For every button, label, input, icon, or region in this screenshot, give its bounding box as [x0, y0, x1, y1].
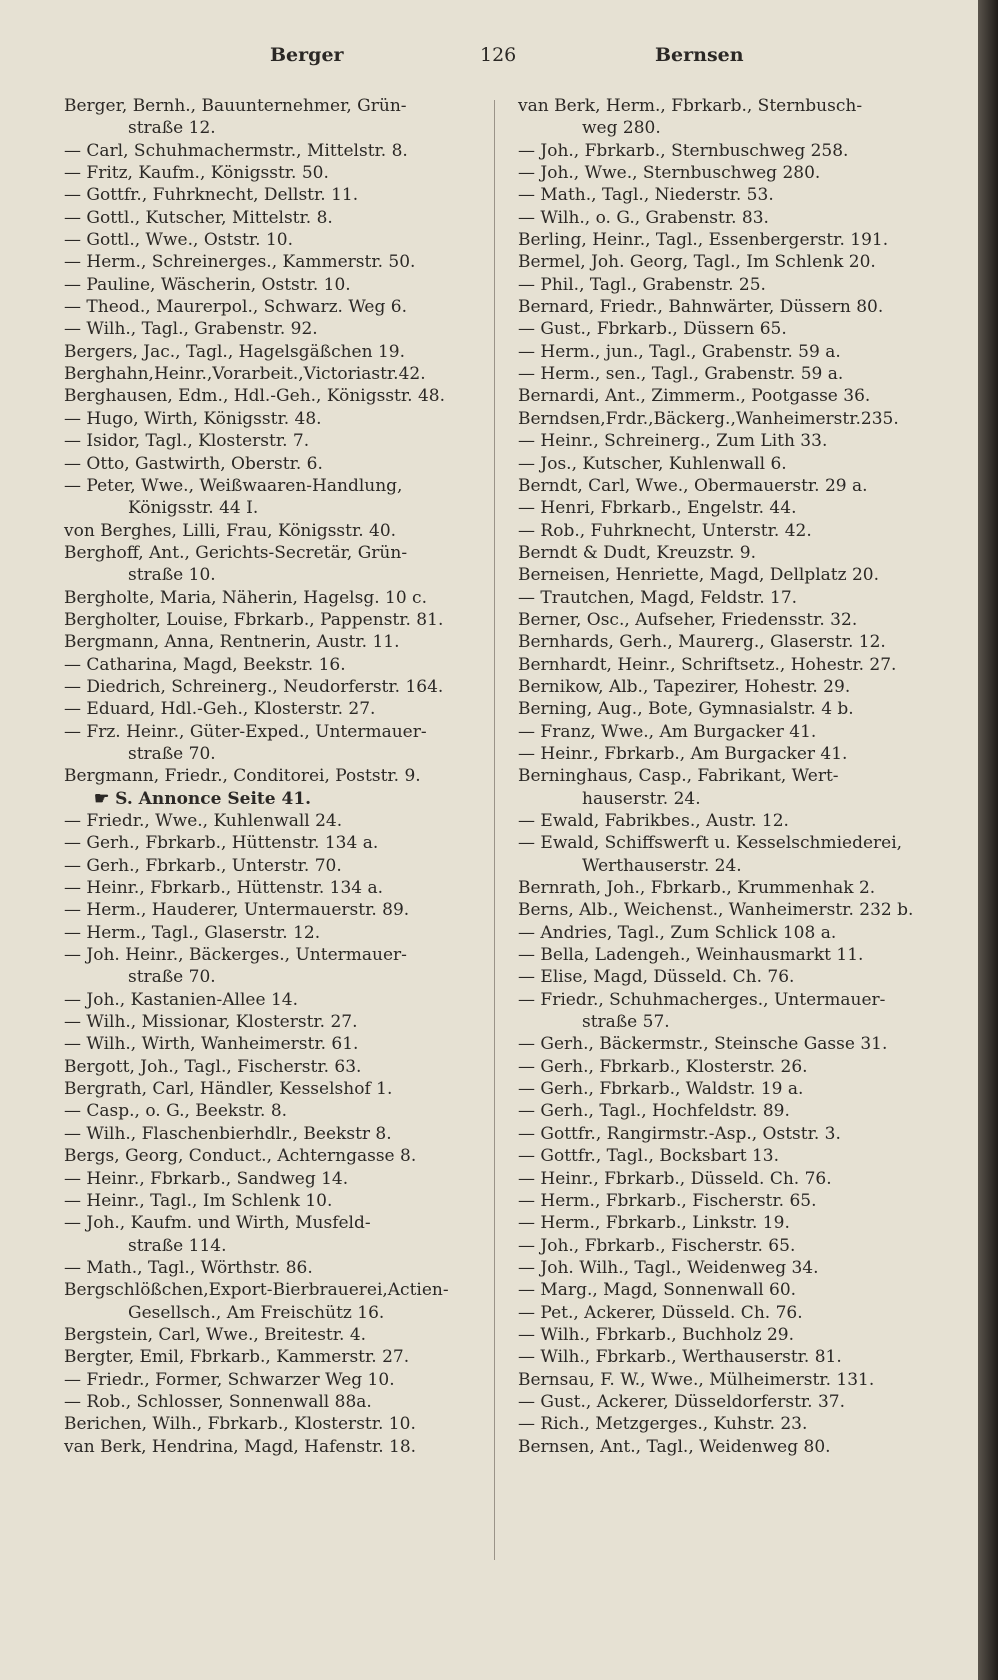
- left-column: [64, 95, 484, 1458]
- directory-entry: Bergholte, Maria, Näherin, Hagelsg. 10 c.: [64, 587, 427, 608]
- directory-entry: Berling, Heinr., Tagl., Essenbergerstr. 191.: [518, 230, 889, 251]
- entry-continuation: straße 10.: [128, 565, 216, 586]
- directory-entry: Berger, Bernh., Bauunternehmer, Grün-: [64, 96, 407, 116]
- directory-entry: — Frz. Heinr., Güter-Exped., Untermauer-: [64, 721, 427, 742]
- directory-entry: — Bella, Ladengeh., Weinhausmarkt 11.: [518, 945, 864, 966]
- entry-continuation: straße 70.: [128, 743, 216, 764]
- directory-entry: von Berghes, Lilli, Frau, Königsstr. 40.: [64, 520, 397, 541]
- page-number: 126: [480, 44, 517, 66]
- directory-entry: Bergmann, Anna, Rentnerin, Austr. 11.: [64, 632, 400, 653]
- directory-entry: — Casp., o. G., Beekstr. 8.: [64, 1101, 288, 1122]
- directory-entry: — Gerh., Bäckermstr., Steinsche Gasse 31.: [518, 1034, 888, 1055]
- directory-entry: Berichen, Wilh., Fbrkarb., Klosterstr. 10.: [64, 1414, 416, 1435]
- directory-entry: — Math., Tagl., Niederstr. 53.: [518, 185, 774, 206]
- directory-entry: Bergott, Joh., Tagl., Fischerstr. 63.: [64, 1056, 362, 1077]
- directory-entry: — Heinr., Fbrkarb., Sandweg 14.: [64, 1168, 349, 1189]
- directory-entry: — Gust., Fbrkarb., Düssern 65.: [518, 319, 787, 340]
- directory-entry: — Friedr., Schuhmacherges., Untermauer-: [518, 989, 886, 1010]
- column-divider: [494, 100, 495, 1560]
- entry-continuation: Werthauserstr. 24.: [582, 855, 742, 876]
- entry-continuation: straße 12.: [128, 118, 216, 139]
- directory-entry: — Herm., jun., Tagl., Grabenstr. 59 a.: [518, 341, 841, 362]
- directory-entry: — Franz, Wwe., Am Burgacker 41.: [518, 721, 817, 742]
- directory-entry: — Wilh., Missionar, Klosterstr. 27.: [64, 1012, 358, 1033]
- directory-entry: — Gerh., Fbrkarb., Unterstr. 70.: [64, 855, 342, 876]
- directory-entry: — Gottfr., Rangirmstr.-Asp., Oststr. 3.: [518, 1123, 841, 1144]
- page-header: [0, 44, 978, 74]
- directory-entry: — Herm., Fbrkarb., Linkstr. 19.: [518, 1213, 790, 1234]
- directory-entry: Bergrath, Carl, Händler, Kesselshof 1.: [64, 1079, 393, 1100]
- directory-entry: — Friedr., Former, Schwarzer Weg 10.: [64, 1369, 395, 1390]
- directory-entry: — Heinr., Fbrkarb., Hüttenstr. 134 a.: [64, 878, 384, 899]
- directory-entry: — Joh., Kaufm. und Wirth, Musfeld-: [64, 1213, 371, 1234]
- directory-entry: — Wilh., Wirth, Wanheimerstr. 61.: [64, 1034, 359, 1055]
- directory-entry: — Henri, Fbrkarb., Engelstr. 44.: [518, 498, 797, 519]
- directory-entry: — Wilh., Fbrkarb., Werthauserstr. 81.: [518, 1347, 842, 1368]
- directory-entry: Bergers, Jac., Tagl., Hagelsgäßchen 19.: [64, 341, 406, 362]
- directory-entry: van Berk, Herm., Fbrkarb., Sternbusch-: [518, 96, 863, 116]
- directory-entry: — Otto, Gastwirth, Oberstr. 6.: [64, 453, 323, 474]
- directory-entry: Bernardi, Ant., Zimmerm., Pootgasse 36.: [518, 386, 871, 407]
- directory-entry: — Gottfr., Tagl., Bocksbart 13.: [518, 1146, 780, 1167]
- directory-entry: — Joh., Kastanien-Allee 14.: [64, 989, 298, 1010]
- directory-entry: Berndt & Dudt, Kreuzstr. 9.: [518, 542, 757, 563]
- directory-entry: — Gottl., Wwe., Oststr. 10.: [64, 230, 293, 251]
- directory-entry: — Heinr., Schreinerg., Zum Lith 33.: [518, 431, 828, 452]
- directory-entry: Bernhards, Gerh., Maurerg., Glaserstr. 12.: [518, 632, 886, 653]
- directory-entry: — Friedr., Wwe., Kuhlenwall 24.: [64, 811, 343, 831]
- directory-entry: Berninghaus, Casp., Fabrikant, Wert-: [518, 766, 839, 787]
- directory-entry: — Gerh., Fbrkarb., Klosterstr. 26.: [518, 1056, 808, 1077]
- directory-entry: — Heinr., Fbrkarb., Am Burgacker 41.: [518, 743, 848, 764]
- directory-entry: — Jos., Kutscher, Kuhlenwall 6.: [518, 453, 787, 474]
- directory-entry: Berndsen,Frdr.,Bäckerg.,Wanheimerstr.235.: [518, 408, 899, 429]
- entry-continuation: Gesellsch., Am Freischütz 16.: [128, 1302, 385, 1323]
- directory-entry: Bergter, Emil, Fbrkarb., Kammerstr. 27.: [64, 1347, 410, 1368]
- directory-entry: Berneisen, Henriette, Magd, Dellplatz 20.: [518, 565, 880, 586]
- directory-entry: — Joh., Fbrkarb., Sternbuschweg 258.: [518, 140, 849, 161]
- header-right-keyword: Bernsen: [655, 44, 744, 66]
- right-column: [518, 95, 948, 1458]
- directory-entry: Berghoff, Ant., Gerichts-Secretär, Grün-: [64, 542, 408, 563]
- directory-entry: — Fritz, Kaufm., Königsstr. 50.: [64, 163, 329, 184]
- directory-entry: Berns, Alb., Weichenst., Wanheimerstr. 232 b.: [518, 900, 914, 921]
- directory-entry: — Pet., Ackerer, Düsseld. Ch. 76.: [518, 1302, 803, 1323]
- directory-entry: — Ewald, Schiffswerft u. Kesselschmiederei,: [518, 833, 903, 854]
- directory-entry: — Gottl., Kutscher, Mittelstr. 8.: [64, 207, 333, 228]
- directory-entry: Berndt, Carl, Wwe., Obermauerstr. 29 a.: [518, 475, 868, 496]
- directory-entry: — Diedrich, Schreinerg., Neudorferstr. 164.: [64, 676, 444, 697]
- directory-entry: Bernard, Friedr., Bahnwärter, Düssern 80.: [518, 297, 884, 318]
- directory-entry: — Rob., Fuhrknecht, Unterstr. 42.: [518, 520, 812, 541]
- directory-entry: — Joh., Fbrkarb., Fischerstr. 65.: [518, 1235, 796, 1256]
- entry-continuation: straße 57.: [582, 1012, 670, 1033]
- directory-entry: Bernikow, Alb., Tapezirer, Hohestr. 29.: [518, 676, 851, 697]
- entry-continuation: Königsstr. 44 I.: [128, 498, 259, 519]
- directory-entry: — Hugo, Wirth, Königsstr. 48.: [64, 408, 322, 429]
- directory-entry: — Phil., Tagl., Grabenstr. 25.: [518, 274, 766, 295]
- directory-entry: Bergschlößchen,Export-Bierbrauerei,Actien-: [64, 1280, 449, 1301]
- directory-entry: — Catharina, Magd, Beekstr. 16.: [64, 654, 346, 675]
- header-left-keyword: Berger: [270, 44, 344, 66]
- directory-entry: — Herm., Hauderer, Untermauerstr. 89.: [64, 900, 410, 921]
- directory-entry: — Joh., Wwe., Sternbuschweg 280.: [518, 163, 821, 184]
- directory-entry: — Gust., Ackerer, Düsseldorferstr. 37.: [518, 1391, 846, 1412]
- directory-entry: — Heinr., Tagl., Im Schlenk 10.: [64, 1190, 333, 1211]
- directory-entry: Bernrath, Joh., Fbrkarb., Krummenhak 2.: [518, 878, 876, 899]
- directory-entry: — Gottfr., Fuhrknecht, Dellstr. 11.: [64, 185, 359, 206]
- directory-entry: Bernhardt, Heinr., Schriftsetz., Hohestr. 27.: [518, 654, 897, 675]
- directory-entry: — Herm., Fbrkarb., Fischerstr. 65.: [518, 1190, 817, 1211]
- directory-entry: — Marg., Magd, Sonnenwall 60.: [518, 1280, 797, 1301]
- directory-entry: Berning, Aug., Bote, Gymnasialstr. 4 b.: [518, 699, 854, 720]
- book-edge: [978, 0, 998, 1680]
- directory-entry: — Andries, Tagl., Zum Schlick 108 a.: [518, 922, 837, 943]
- directory-entry: — Wilh., o. G., Grabenstr. 83.: [518, 207, 769, 228]
- directory-entry: Bergstein, Carl, Wwe., Breitestr. 4.: [64, 1324, 367, 1345]
- directory-entry: Bernsau, F. W., Wwe., Mülheimerstr. 131.: [518, 1369, 875, 1390]
- directory-entry: — Trautchen, Magd, Feldstr. 17.: [518, 587, 798, 608]
- entry-continuation: hauserstr. 24.: [582, 788, 701, 809]
- directory-entry: — Joh. Wilh., Tagl., Weidenweg 34.: [518, 1257, 819, 1278]
- directory-entry: — Herm., Tagl., Glaserstr. 12.: [64, 922, 321, 943]
- directory-entry: — Heinr., Fbrkarb., Düsseld. Ch. 76.: [518, 1168, 832, 1189]
- entry-continuation: straße 114.: [128, 1235, 227, 1256]
- directory-entry: Bergmann, Friedr., Conditorei, Poststr. 9.: [64, 766, 421, 787]
- entry-continuation: weg 280.: [582, 118, 661, 139]
- directory-entry: — Isidor, Tagl., Klosterstr. 7.: [64, 431, 310, 452]
- directory-entry: Berner, Osc., Aufseher, Friedensstr. 32.: [518, 609, 858, 630]
- directory-entry: Bergholter, Louise, Fbrkarb., Pappenstr. 81.: [64, 609, 444, 630]
- directory-entry: Berghahn,Heinr.,Vorarbeit.,Victoriastr.42.: [64, 364, 426, 385]
- directory-entry: — Gerh., Tagl., Hochfeldstr. 89.: [518, 1101, 790, 1122]
- directory-entry: — Pauline, Wäscherin, Oststr. 10.: [64, 274, 351, 295]
- directory-entry: — Wilh., Fbrkarb., Buchholz 29.: [518, 1324, 795, 1345]
- directory-entry: — Ewald, Fabrikbes., Austr. 12.: [518, 811, 789, 831]
- directory-entry: — Carl, Schuhmachermstr., Mittelstr. 8.: [64, 140, 408, 161]
- directory-entry: — Herm., sen., Tagl., Grabenstr. 59 a.: [518, 364, 844, 385]
- directory-entry: — Theod., Maurerpol., Schwarz. Weg 6.: [64, 297, 407, 318]
- directory-entry: Bermel, Joh. Georg, Tagl., Im Schlenk 20.: [518, 252, 876, 273]
- directory-entry: — Wilh., Flaschenbierhdlr., Beekstr 8.: [64, 1123, 392, 1144]
- directory-entry: Bernsen, Ant., Tagl., Weidenweg 80.: [518, 1436, 831, 1457]
- directory-entry: — Gerh., Fbrkarb., Hüttenstr. 134 a.: [64, 833, 379, 854]
- directory-entry: — Wilh., Tagl., Grabenstr. 92.: [64, 319, 318, 340]
- directory-entry: — Elise, Magd, Düsseld. Ch. 76.: [518, 967, 795, 988]
- directory-entry: — Herm., Schreinerges., Kammerstr. 50.: [64, 252, 416, 273]
- directory-entry: — Rich., Metzgerges., Kuhstr. 23.: [518, 1414, 808, 1435]
- directory-entry: van Berk, Hendrina, Magd, Hafenstr. 18.: [64, 1436, 417, 1457]
- annonce-note: ☛ S. Annonce Seite 41.: [94, 788, 312, 809]
- directory-entry: Bergs, Georg, Conduct., Achterngasse 8.: [64, 1146, 417, 1167]
- directory-entry: — Math., Tagl., Wörthstr. 86.: [64, 1257, 313, 1278]
- directory-entry: — Peter, Wwe., Weißwaaren-Handlung,: [64, 475, 403, 496]
- directory-entry: — Joh. Heinr., Bäckerges., Untermauer-: [64, 945, 407, 966]
- directory-entry: — Gerh., Fbrkarb., Waldstr. 19 a.: [518, 1079, 804, 1100]
- directory-entry: — Rob., Schlosser, Sonnenwall 88a.: [64, 1391, 372, 1412]
- directory-entry: — Eduard, Hdl.-Geh., Klosterstr. 27.: [64, 699, 376, 720]
- entry-continuation: straße 70.: [128, 967, 216, 988]
- directory-entry: Berghausen, Edm., Hdl.-Geh., Königsstr. 48.: [64, 386, 445, 407]
